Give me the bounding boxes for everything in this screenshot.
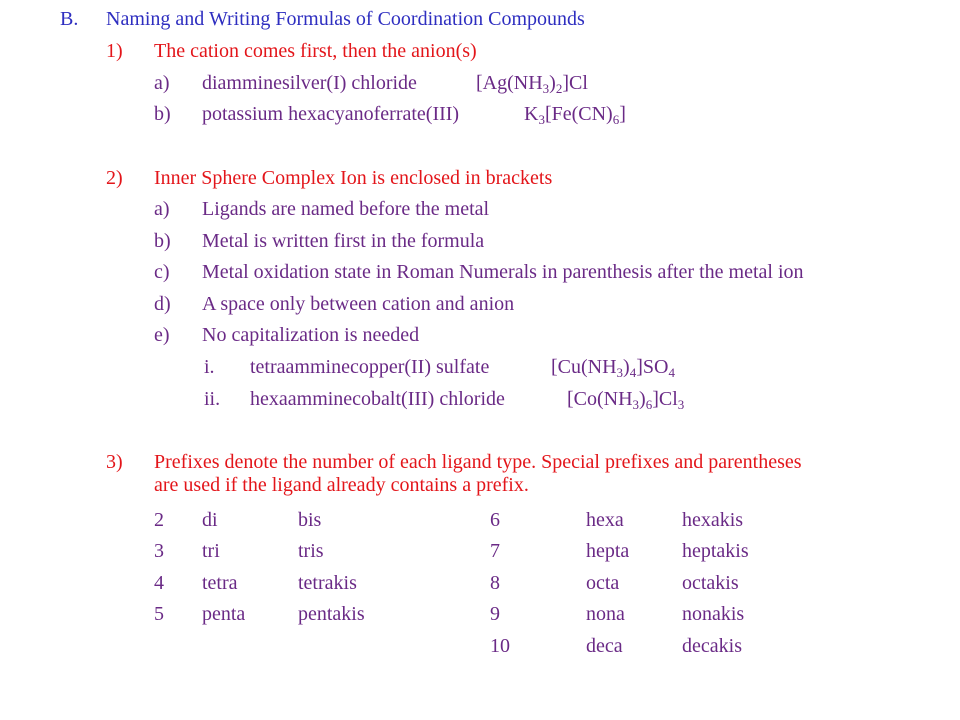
prefix-simple: octa (586, 572, 620, 594)
list-marker: i. (204, 356, 215, 378)
rule-2-text: Inner Sphere Complex Ion is enclosed in brackets (154, 167, 553, 189)
rule-3-text-line2: are used if the ligand already contains a prefix. (154, 474, 529, 496)
rule-1-text: The cation comes first, then the anion(s) (154, 40, 477, 62)
list-text: Metal is written first in the formula (202, 230, 485, 252)
prefix-simple: tri (202, 540, 220, 562)
rule-2-marker: 2) (106, 167, 123, 189)
prefix-special: hexakis (682, 509, 744, 531)
prefix-simple: penta (202, 603, 246, 625)
list-text: A space only between cation and anion (202, 293, 515, 315)
prefix-special: heptakis (682, 540, 749, 562)
prefix-number: 4 (154, 572, 164, 594)
prefix-simple: di (202, 509, 218, 531)
list-text: Ligands are named before the metal (202, 198, 490, 220)
prefix-special: decakis (682, 635, 742, 657)
list-marker: c) (154, 261, 170, 283)
list-text: No capitalization is needed (202, 324, 420, 346)
section-marker: B. (60, 8, 79, 30)
compound-name: tetraamminecopper(II) sulfate (250, 356, 490, 378)
list-marker: b) (154, 230, 171, 252)
compound-formula: $[Co(NH_3)_6]Cl_3$ (567, 388, 685, 412)
compound-name: diamminesilver(I) chloride (202, 72, 417, 94)
prefix-simple: nona (586, 603, 625, 625)
prefix-simple: tetra (202, 572, 238, 594)
prefix-number: 5 (154, 603, 164, 625)
compound-formula: $[Cu(NH_3)_4]SO_4$ (551, 356, 675, 380)
prefix-number: 8 (490, 572, 500, 594)
list-text: Metal oxidation state in Roman Numerals in parenthesis after the metal ion (202, 261, 804, 283)
prefix-number: 2 (154, 509, 164, 531)
list-marker: b) (154, 103, 171, 125)
compound-formula: $K_3[Fe(CN)_6]$ (524, 103, 626, 127)
section-title: Naming and Writing Formulas of Coordination Compounds (106, 8, 585, 30)
prefix-number: 9 (490, 603, 500, 625)
prefix-number: 10 (490, 635, 510, 657)
compound-formula: $[Ag(NH_3)_2]Cl$ (476, 72, 588, 96)
prefix-number: 7 (490, 540, 500, 562)
rule-3-marker: 3) (106, 451, 123, 473)
compound-name: hexaamminecobalt(III) chloride (250, 388, 505, 410)
prefix-number: 6 (490, 509, 500, 531)
list-marker: a) (154, 72, 170, 94)
prefix-special: octakis (682, 572, 739, 594)
list-marker: d) (154, 293, 171, 315)
rule-1-marker: 1) (106, 40, 123, 62)
prefix-special: tetrakis (298, 572, 357, 594)
list-marker: a) (154, 198, 170, 220)
list-marker: e) (154, 324, 170, 346)
prefix-number: 3 (154, 540, 164, 562)
compound-name: potassium hexacyanoferrate(III) (202, 103, 460, 125)
prefix-special: pentakis (298, 603, 365, 625)
prefix-simple: hepta (586, 540, 630, 562)
prefix-special: tris (298, 540, 324, 562)
list-marker: ii. (204, 388, 221, 410)
prefix-simple: deca (586, 635, 623, 657)
prefix-simple: hexa (586, 509, 624, 531)
prefix-special: nonakis (682, 603, 745, 625)
rule-3-text-line1: Prefixes denote the number of each ligand type. Special prefixes and parentheses (154, 451, 802, 473)
prefix-special: bis (298, 509, 322, 531)
